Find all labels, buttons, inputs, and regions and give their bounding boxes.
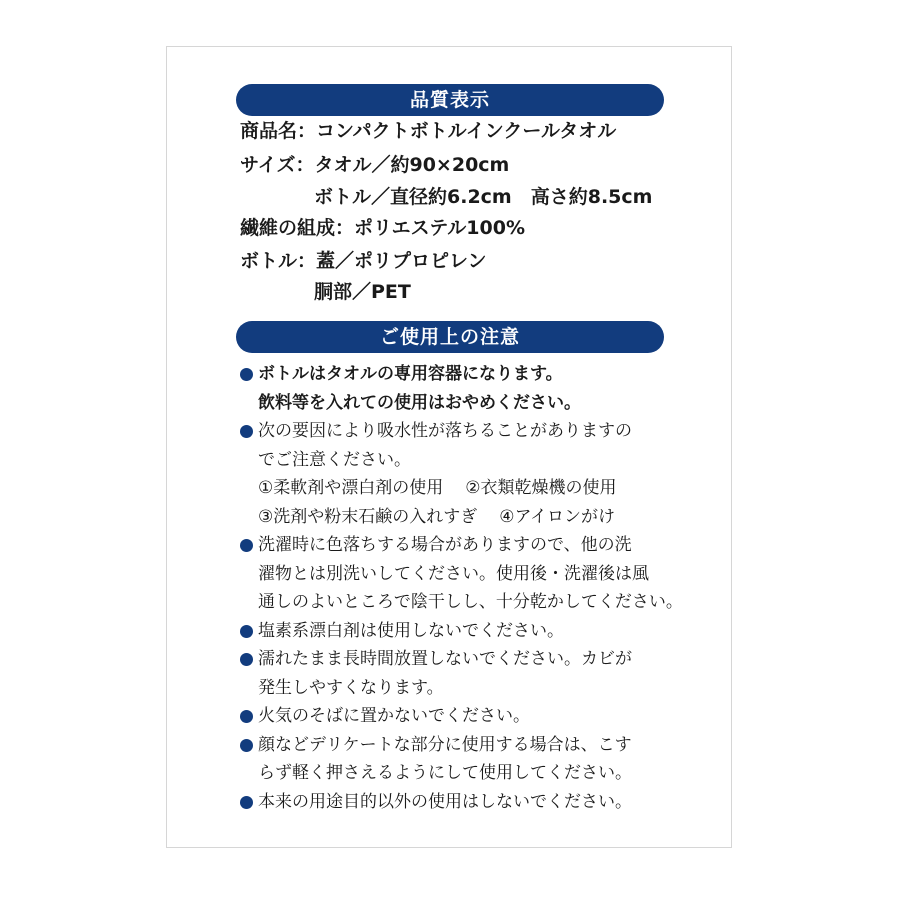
spec-size-bottle: ボトル／直径約6.2cm 高さ約8.5cm [314,186,653,208]
spec-fiber-label: 繊維の組成： [240,217,355,239]
caution-item: 塩素系漂白剤は使用しないでください。 [240,617,680,646]
caution-item: 本来の用途目的以外の使用はしないでください。 [240,788,680,817]
quality-header: 品質表示 [236,84,664,116]
spec-product-value: コンパクトボトルインクールタオル [316,120,617,142]
spec-bottle [240,249,487,273]
bullet-dot-icon [240,653,253,666]
caution-item: 次の要因により吸水性が落ちることがありますの でご注意ください。 ①柔軟剤や漂白剤の使用 ②衣類乾燥機の使用 ③洗剤や粉末石鹸の入れすぎ ④アイロンがけ [240,417,680,531]
cause-item: ③洗剤や粉末石鹸の入れすぎ [258,506,478,527]
bullet-dot-icon [240,796,253,809]
caution-item: 濡れたまま長時間放置しないでください。カビが 発生しやすくなります。 [240,645,680,702]
spec-size [240,153,509,177]
cause-item: ④アイロンがけ [499,506,615,527]
spec-bottle-lid: 蓋／ポリプロピレン [316,250,487,272]
spec-size-towel: タオル／約90×20cm [314,154,510,176]
bullet-dot-icon [240,425,253,438]
spec-bottle-body: 胴部／PET [314,281,411,303]
spec-bottle-label: ボトル： [240,250,317,272]
spec-product-label: 商品名： [240,120,317,142]
spec-product [240,119,616,143]
cause-item: ②衣類乾燥機の使用 [465,478,617,498]
caution-item: 火気のそばに置かないでください。 [240,702,680,731]
caution-header: ご使用上の注意 [236,321,664,353]
spec-size-label: サイズ： [240,154,315,176]
caution-item: ボトルはタオルの専用容器になります。 飲料等を入れての使用はおやめください。 [240,360,680,417]
bullet-dot-icon [240,739,253,752]
spec-fiber [240,216,525,240]
bullet-dot-icon [240,625,253,638]
bullet-dot-icon [240,710,253,723]
caution-item: 洗濯時に色落ちする場合がありますので、他の洗 濯物とは別洗いしてください。使用後・洗濯後は風 通しのよいところで陰干しし、十分乾かしてください。 [240,531,680,617]
bullet-dot-icon [240,368,253,381]
spec-fiber-value: ポリエステル100% [354,217,526,239]
cause-row [258,474,680,503]
bullet-dot-icon [240,539,253,552]
cause-item: ①柔軟剤や漂白剤の使用 [258,478,444,498]
caution-item: 顔などデリケートな部分に使用する場合は、こす らず軽く押さえるようにして使用してください。 [240,731,680,788]
cause-row [258,503,680,532]
caution-list [240,360,683,816]
